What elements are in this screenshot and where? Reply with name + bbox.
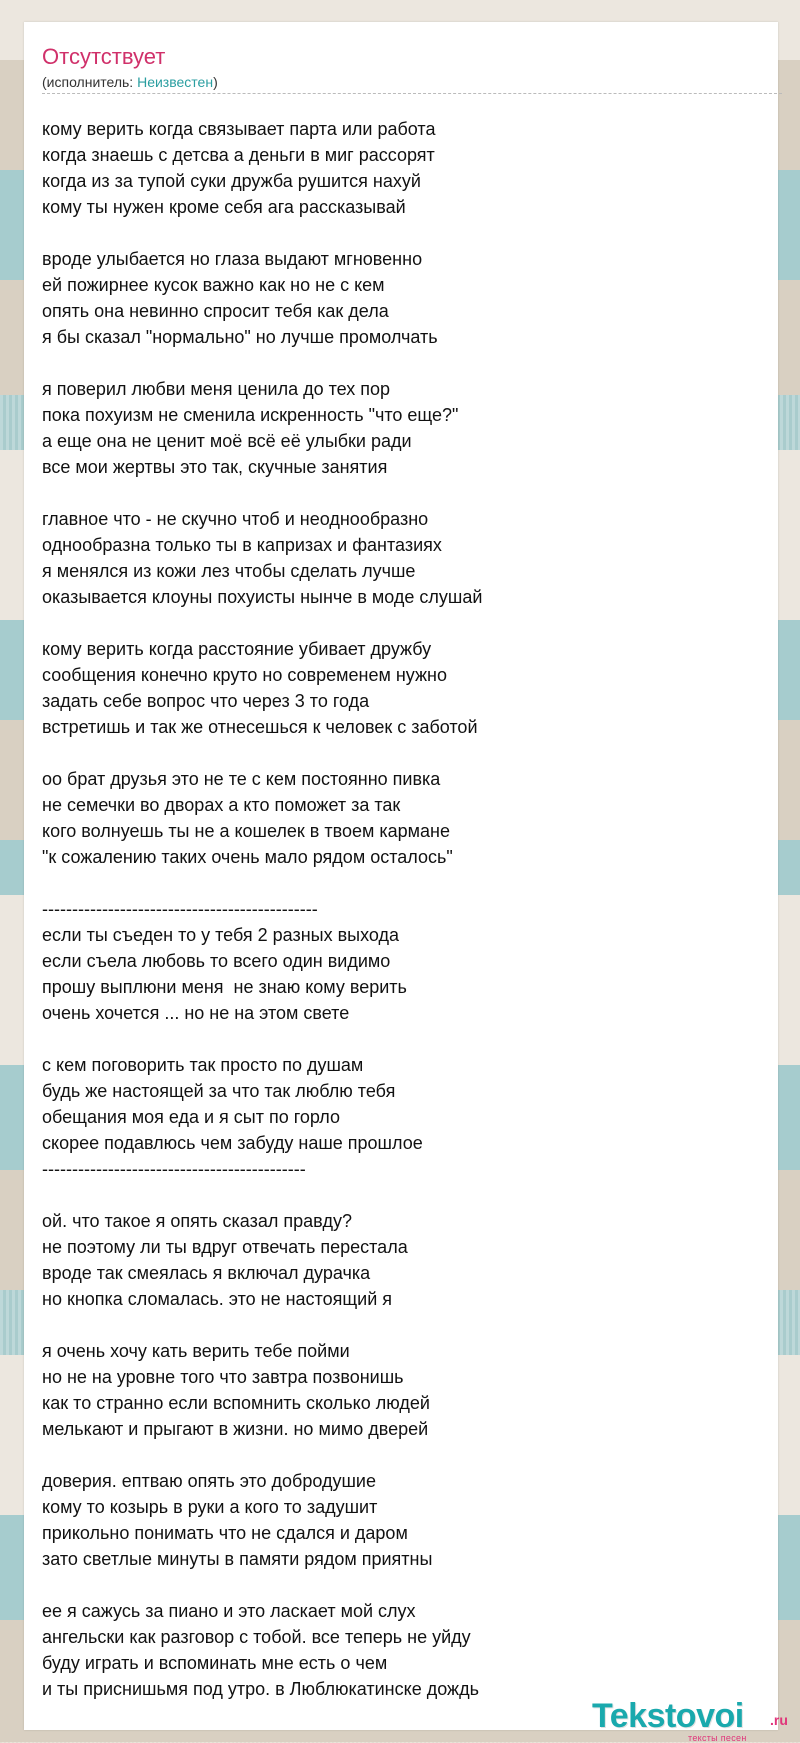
lyric-line: кого волнуешь ты не а кошелек в твоем кармане [42, 821, 450, 841]
lyric-line: ой. что такое я опять сказал правду? [42, 1211, 353, 1231]
lyric-line: главное что - не скучно чтоб и неоднообразно [42, 509, 429, 529]
stanza-break [42, 870, 762, 896]
lyric-line: когда из за тупой суки дружба рушится нахуй [42, 171, 421, 191]
lyric-line: сообщения конечно круто но современем нужно [42, 665, 447, 685]
lyric-line: очень хочется ... но не на этом свете [42, 1003, 350, 1023]
lyric-line: прошу выплюни меня не знаю кому верить [42, 977, 407, 997]
site-logo[interactable] [592, 1698, 800, 1742]
stanza-break [42, 350, 762, 376]
lyrics-card [24, 22, 788, 1743]
logo-tagline: тексты песен [688, 1733, 747, 1743]
lyric-line: пока похуизм не сменила искренность "что еще?" [42, 405, 459, 425]
stanza-break [42, 740, 762, 766]
lyric-line: будь же настоящей за что так люблю тебя [42, 1081, 396, 1101]
lyric-line: когда знаешь с детсва а деньги в миг рассорят [42, 145, 435, 165]
lyric-line: однообразна только ты в капризах и фантазиях [42, 535, 442, 555]
lyric-line: ангельски как разговор с тобой. все теперь не уйду [42, 1627, 471, 1647]
lyric-line: буду играть и вспоминать мне есть о чем [42, 1653, 388, 1673]
lyric-line: "к сожалению таких очень мало рядом осталось" [42, 847, 453, 867]
artist-suffix: ) [213, 74, 218, 90]
stanza-break [42, 1312, 762, 1338]
lyric-line: ---------------------------------------------- [42, 899, 318, 919]
lyric-line: доверия. ептваю опять это добродушие [42, 1471, 377, 1491]
lyric-line: вроде так смеялась я включал дурачка [42, 1263, 371, 1283]
lyric-line: кому ты нужен кроме себя ага рассказывай [42, 197, 406, 217]
header-divider [42, 93, 782, 94]
stanza-break [42, 610, 762, 636]
lyric-line: все мои жертвы это так, скучные занятия [42, 457, 388, 477]
lyric-line: не семечки во дворах а кто поможет за так [42, 795, 401, 815]
lyric-line: прикольно понимать что не сдался и даром [42, 1523, 408, 1543]
lyric-line: оо брат друзья это не те с кем постоянно пивка [42, 769, 441, 789]
lyric-line: но не на уровне того что завтра позвонишь [42, 1367, 404, 1387]
song-title: Отсутствует [42, 44, 166, 69]
lyric-line: кому то козырь в руки а кого то задушит [42, 1497, 378, 1517]
lyric-line: -------------------------------------------- [42, 1159, 306, 1179]
stanza-break [42, 220, 762, 246]
stanza-break [42, 480, 762, 506]
stanza-break [42, 1026, 762, 1052]
stanza-break [42, 1572, 762, 1598]
artist-link[interactable]: Неизвестен [137, 74, 214, 90]
lyric-line: я поверил любви меня ценила до тех пор [42, 379, 391, 399]
lyric-line: как то странно если вспомнить сколько людей [42, 1393, 430, 1413]
lyric-line: ей пожирнее кусок важно как но не с кем [42, 275, 385, 295]
lyric-line: я менялся из кожи лез чтобы сделать лучше [42, 561, 416, 581]
lyric-line: встретишь и так же отнесешься к человек с заботой [42, 717, 478, 737]
lyric-line: я бы сказал "нормально" но лучше промолчать [42, 327, 438, 347]
lyric-line: кому верить когда расстояние убивает дружбу [42, 639, 432, 659]
lyric-line: но кнопка сломалась. это не настоящий я [42, 1289, 393, 1309]
lyric-line: если съела любовь то всего один видимо [42, 951, 391, 971]
lyric-line: если ты съеден то у тебя 2 разных выхода [42, 925, 400, 945]
lyric-line: оказывается клоуны похуисты нынче в моде слушай [42, 587, 483, 607]
lyric-line: а еще она не ценит моё всё её улыбки ради [42, 431, 412, 451]
stanza-break [42, 1442, 762, 1468]
lyric-line: вроде улыбается но глаза выдают мгновенно [42, 249, 423, 269]
stanza-break [42, 1182, 762, 1208]
lyrics-text [42, 116, 762, 1702]
artist-prefix: (исполнитель: [42, 74, 138, 90]
lyric-line: скорее подавлюсь чем забуду наше прошлое [42, 1133, 423, 1153]
lyric-line: мелькают и прыгают в жизни. но мимо дверей [42, 1419, 429, 1439]
lyric-line: ее я сажусь за пиано и это ласкает мой слух [42, 1601, 416, 1621]
lyric-line: с кем поговорить так просто по душам [42, 1055, 364, 1075]
logo-suffix: .ru [770, 1712, 788, 1728]
lyric-line: задать себе вопрос что через 3 то года [42, 691, 370, 711]
logo-name: Tekstovoi [592, 1697, 744, 1735]
lyric-line: и ты приснишьмя под утро. в Люблюкатинске дождь [42, 1679, 479, 1699]
lyric-line: не поэтому ли ты вдруг отвечать перестала [42, 1237, 408, 1257]
lyric-line: опять она невинно спросит тебя как дела [42, 301, 389, 321]
lyric-line: кому верить когда связывает парта или работа [42, 119, 436, 139]
lyric-line: я очень хочу кать верить тебе пойми [42, 1341, 350, 1361]
lyric-line: зато светлые минуты в памяти рядом приятны [42, 1549, 433, 1569]
lyric-line: обещания моя еда и я сыт по горло [42, 1107, 340, 1127]
artist-line [42, 73, 218, 91]
